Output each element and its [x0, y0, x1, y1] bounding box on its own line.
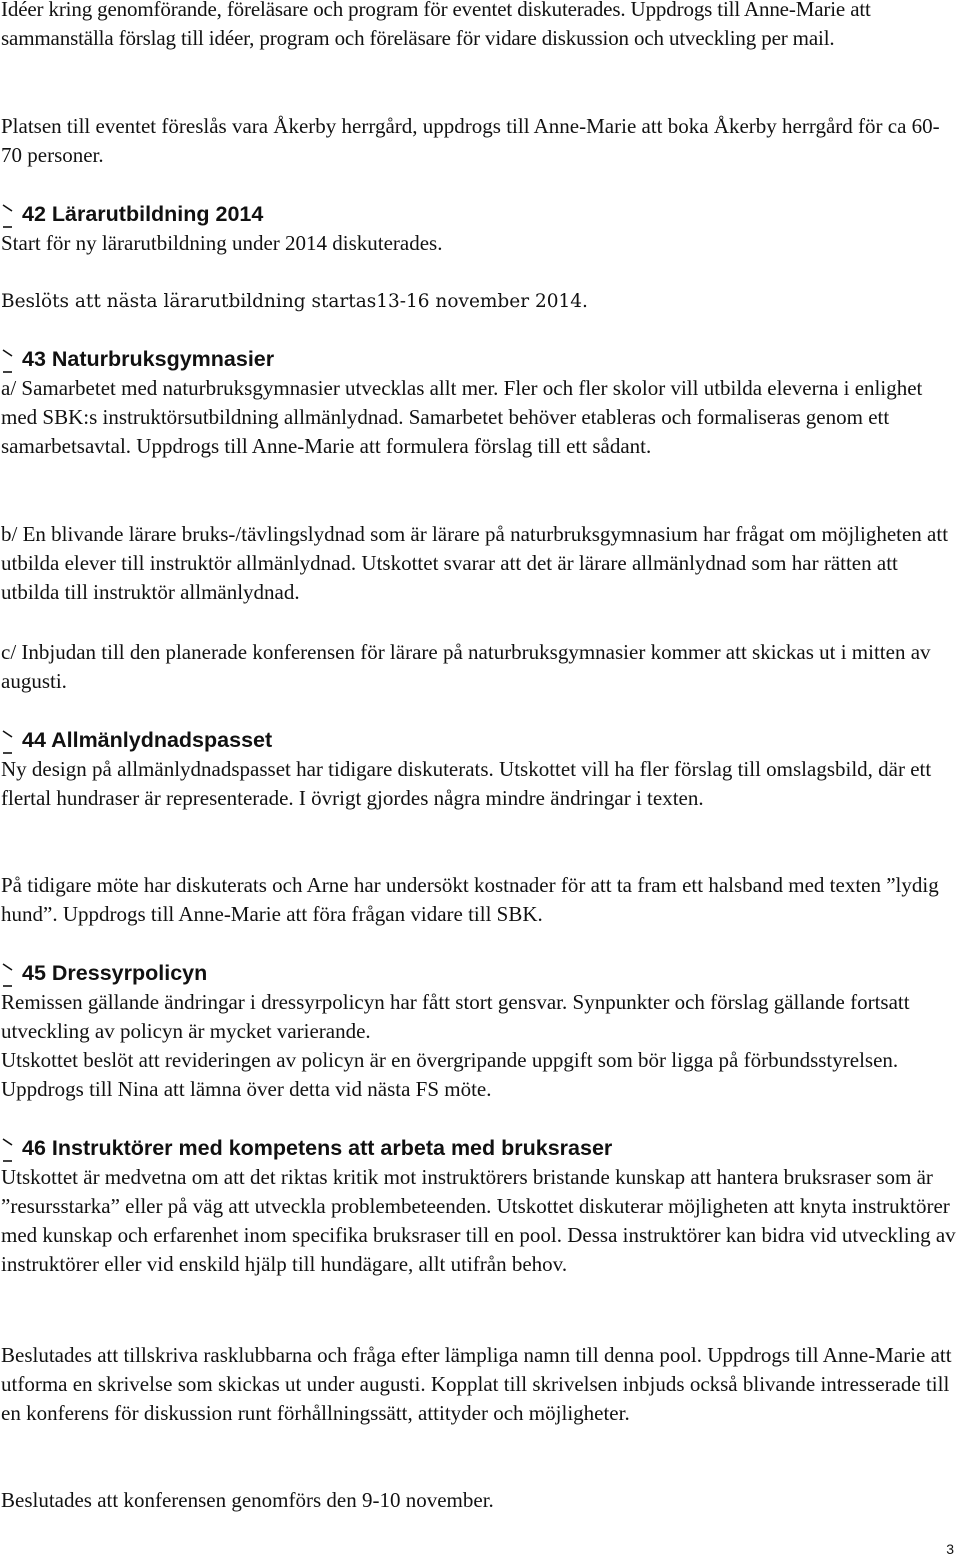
heading-text: 46 Instruktörer med kompetens att arbeta med bruksraser: [22, 1136, 613, 1160]
paragraph-event-venue: Platsen till eventet föreslås vara Åkerby herrgård, uppdrogs till Anne-Marie att boka Åkerby herrgård för ca 60-70 personer.: [1, 114, 940, 167]
paragraph-teacher-training-dates: Beslöts att nästa lärarutbildning startas13-16 november 2014.: [1, 291, 588, 312]
paragraph-43-a: a/ Samarbetet med naturbruksgymnasier utvecklas allt mer. Fler och fler skolor vill utbilda eleverna i enlighet med SBK:s instruktörsutbildning allmänlydnad. Samarbetet behöver etableras och formaliseras genom ett samarbetsavtal. Uppdrogs till Anne-Marie att formulera förslag till ett sådant.: [1, 376, 923, 458]
paragraph-43-c: c/ Inbjudan till den planerade konferensen för lärare på naturbruksgymnasier kommer att skickas ut i mitten av augusti.: [1, 640, 931, 693]
paragraph-44-a: Ny design på allmänlydnadspasset har tidigare diskuterats. Utskottet vill ha fler förslag till omslagsbild, där ett flertal hundraser är representerade. I övrigt gjordes några mindre ändringar i texten.: [1, 757, 932, 810]
paragraph-teacher-training-start: Start för ny lärarutbildning under 2014 diskuterades.: [1, 231, 443, 255]
section-heading-42: [1, 200, 263, 229]
heading-text: 45 Dressyrpolicyn: [22, 961, 208, 985]
page-number: 3: [946, 1541, 954, 1557]
section-heading-44: [1, 726, 272, 755]
paragraph-46-c: Beslutades att konferensen genomförs den 9-10 november.: [1, 1488, 494, 1512]
paragraph-event-ideas: Idéer kring genomförande, föreläsare och program för eventet diskuterades. Uppdrogs till Anne-Marie att sammanställa förslag till idéer, program och föreläsare för vidare diskussion och utveckling per mail.: [1, 0, 871, 50]
paragraph-46-a: Utskottet är medvetna om att det riktas kritik mot instruktörers bristande kunskap att hantera bruksraser som är ”resursstarka” eller på väg att utveckla problembeteenden. Utskottet diskuterar möjligheten att knyta instruktörer med kunskap och erfarenhet inom specifika bruksraser till en pool. Dessa instruktörer kan bidra vid utveckling av instruktörer eller vid enskild hjälp till hundägare, allt utifrån behov.: [1, 1165, 956, 1276]
heading-marker-icon: [1, 204, 14, 226]
paragraph-45-b: Utskottet beslöt att revideringen av policyn är en övergripande uppgift som bör ligga på förbundsstyrelsen. Uppdrogs till Nina att lämna över detta vid nästa FS möte.: [1, 1048, 899, 1101]
heading-text: 42 Lärarutbildning 2014: [22, 202, 264, 226]
paragraph-44-b: På tidigare möte har diskuterats och Arne har undersökt kostnader för att ta fram ett halsband med texten ”lydig hund”. Uppdrogs till Anne-Marie att föra frågan vidare till SBK.: [1, 873, 939, 926]
heading-marker-icon: [1, 730, 14, 752]
section-heading-46: [1, 1134, 612, 1163]
heading-marker-icon: [1, 1138, 14, 1160]
paragraph-45-a: Remissen gällande ändringar i dressyrpolicyn har fått stort gensvar. Synpunkter och förslag gällande fortsatt utveckling av policyn är mycket varierande.: [1, 990, 910, 1043]
heading-marker-icon: [1, 349, 14, 371]
paragraph-43-b: b/ En blivande lärare bruks-/tävlingslydnad som är lärare på naturbruksgymnasium har frågat om möjligheten att utbilda elever till instruktör allmänlydnad. Utskottet svarar att det är lärare allmänlydnad som har rätten att utbilda till instruktör allmänlydnad.: [1, 522, 949, 604]
section-heading-45: [1, 959, 207, 988]
heading-text: 43 Naturbruksgymnasier: [22, 347, 275, 371]
heading-text: 44 Allmänlydnadspasset: [22, 728, 273, 752]
paragraph-46-b: Beslutades att tillskriva rasklubbarna och fråga efter lämpliga namn till denna pool. Uppdrogs till Anne-Marie att utforma en skrivelse som skickas ut under augusti. Kopplat till skrivelsen inbjuds också blivande intresserade till en konferens för diskussion runt förhållningssätt, attityder och möjligheter.: [1, 1343, 952, 1425]
heading-marker-icon: [1, 963, 14, 985]
section-heading-43: [1, 345, 274, 374]
